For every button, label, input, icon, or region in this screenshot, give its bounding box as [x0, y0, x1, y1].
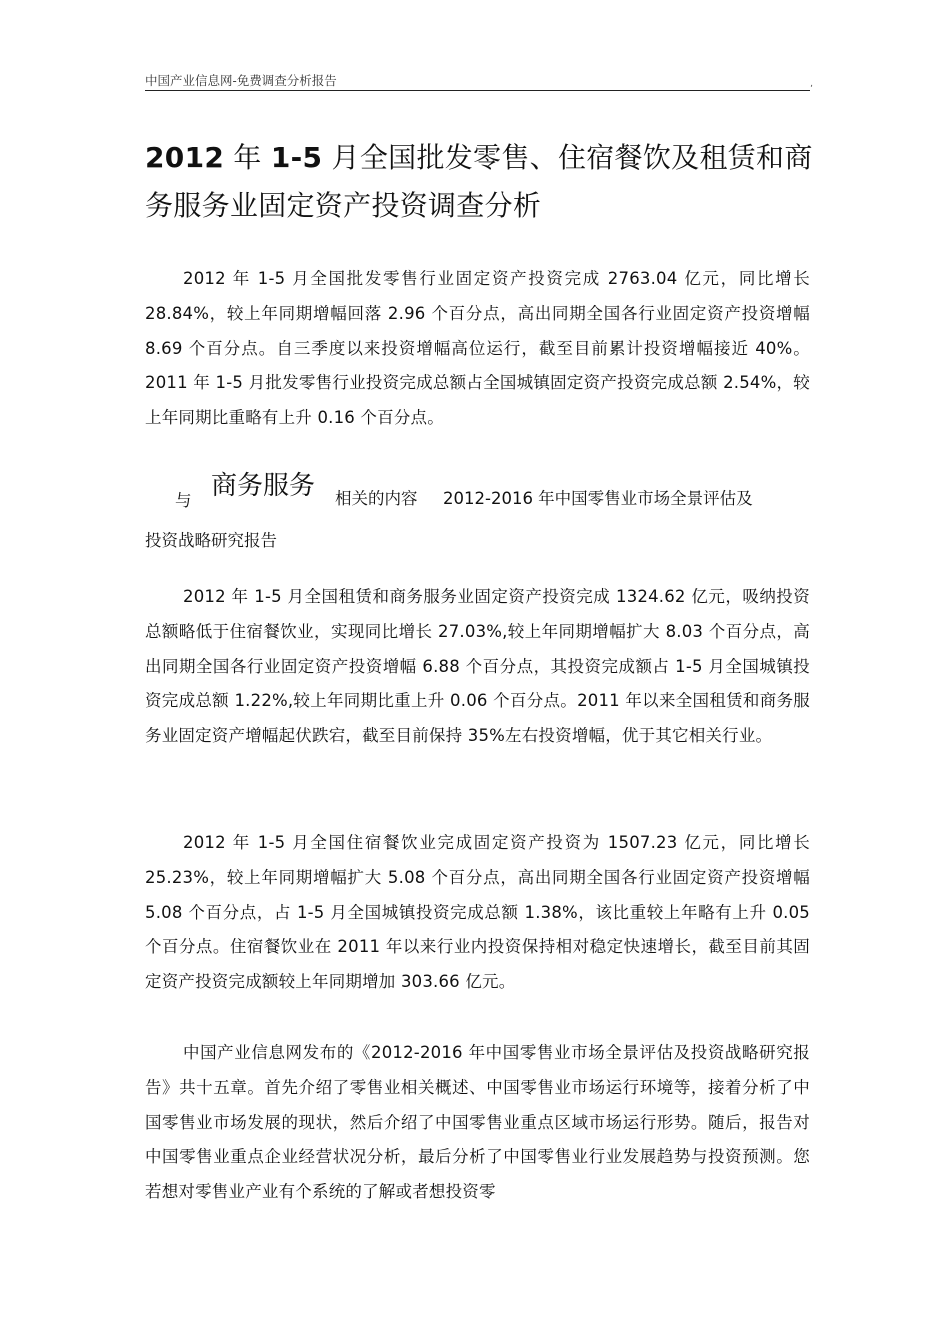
title-text-1: 年 [224, 141, 271, 174]
related-content [145, 470, 810, 550]
related-report-link[interactable]: 2012-2016 年中国零售业市场全景评估及 [443, 489, 753, 508]
page-header [145, 70, 813, 91]
article-title [145, 134, 815, 230]
title-year: 2012 [145, 141, 225, 174]
header-site-name: 中国产业信息网-免费调查分析报告 [145, 73, 337, 88]
title-range: 1-5 [270, 141, 323, 174]
related-report-link-continued[interactable]: 投资战略研究报告 [145, 531, 277, 550]
paragraph-report-intro: 中国产业信息网发布的《2012-2016 年中国零售业市场全景评估及投资战略研究报告》共十五章。首先介绍了零售业相关概述、中国零售业市场运行环境等，接着分析了中国零售业市场发展的现状，然后介绍了中国零售业重点区域市场运行形势。随后，报告对中国零售业重点企业经营状况分析，最后分析了中国零售业行业发展趋势与投资预测。您若想对零售业产业有个系统的了解或者想投资零 [145, 1043, 810, 1202]
related-label: 相关的内容 [335, 489, 418, 508]
title-text-2: 月全国批发零售、住宿餐饮及租赁和商务服务业固定资产投资调查分析 [145, 141, 813, 222]
related-prefix: 与 [175, 491, 192, 510]
paragraph-leasing-business: 2012 年 1-5 月全国租赁和商务服务业固定资产投资完成 1324.62 亿元，吸纳投资总额略低于住宿餐饮业，实现同比增长 27.03%,较上年同期增幅扩大 8.03 个百分点，高出同期全国各行业固定资产投资增幅 6.88 个百分点，其投资完成额占 1-5 月全国城镇投资完成总额 1.22%,较上年同期比重上升 0.06 个百分点。2011 年以来全国租赁和商务服务业固定资产增幅起伏跌宕，截至目前保持 35%左右投资增幅，优于其它相关行业。 [145, 587, 810, 746]
paragraph-accommodation-catering: 2012 年 1-5 月全国住宿餐饮业完成固定资产投资为 1507.23 亿元，同比增长 25.23%，较上年同期增幅扩大 5.08 个百分点，高出同期全国各行业固定资产投资增幅 5.08 个百分点，占 1-5 月全国城镇投资完成总额 1.38%，该比重较上年略有上升 0.05 个百分点。住宿餐饮业在 2011 年以来行业内投资保持相对稳定快速增长，截至目前其固定资产投资完成额较上年同期增加 303.66 亿元。 [145, 833, 810, 992]
paragraph-wholesale-retail: 2012 年 1-5 月全国批发零售行业固定资产投资完成 2763.04 亿元，同比增长 28.84%，较上年同期增幅回落 2.96 个百分点，高出同期全国各行业固定资产投资增幅 8.69 个百分点。自三季度以来投资增幅高位运行，截至目前累计投资增幅接近 40%。2011 年 1-5 月批发零售行业投资完成总额占全国城镇固定资产投资完成总额 2.54%，较上年同期比重略有上升 0.16 个百分点。 [145, 269, 810, 428]
header-mark: , [810, 79, 813, 89]
related-keyword[interactable]: 商务服务 [211, 471, 316, 501]
